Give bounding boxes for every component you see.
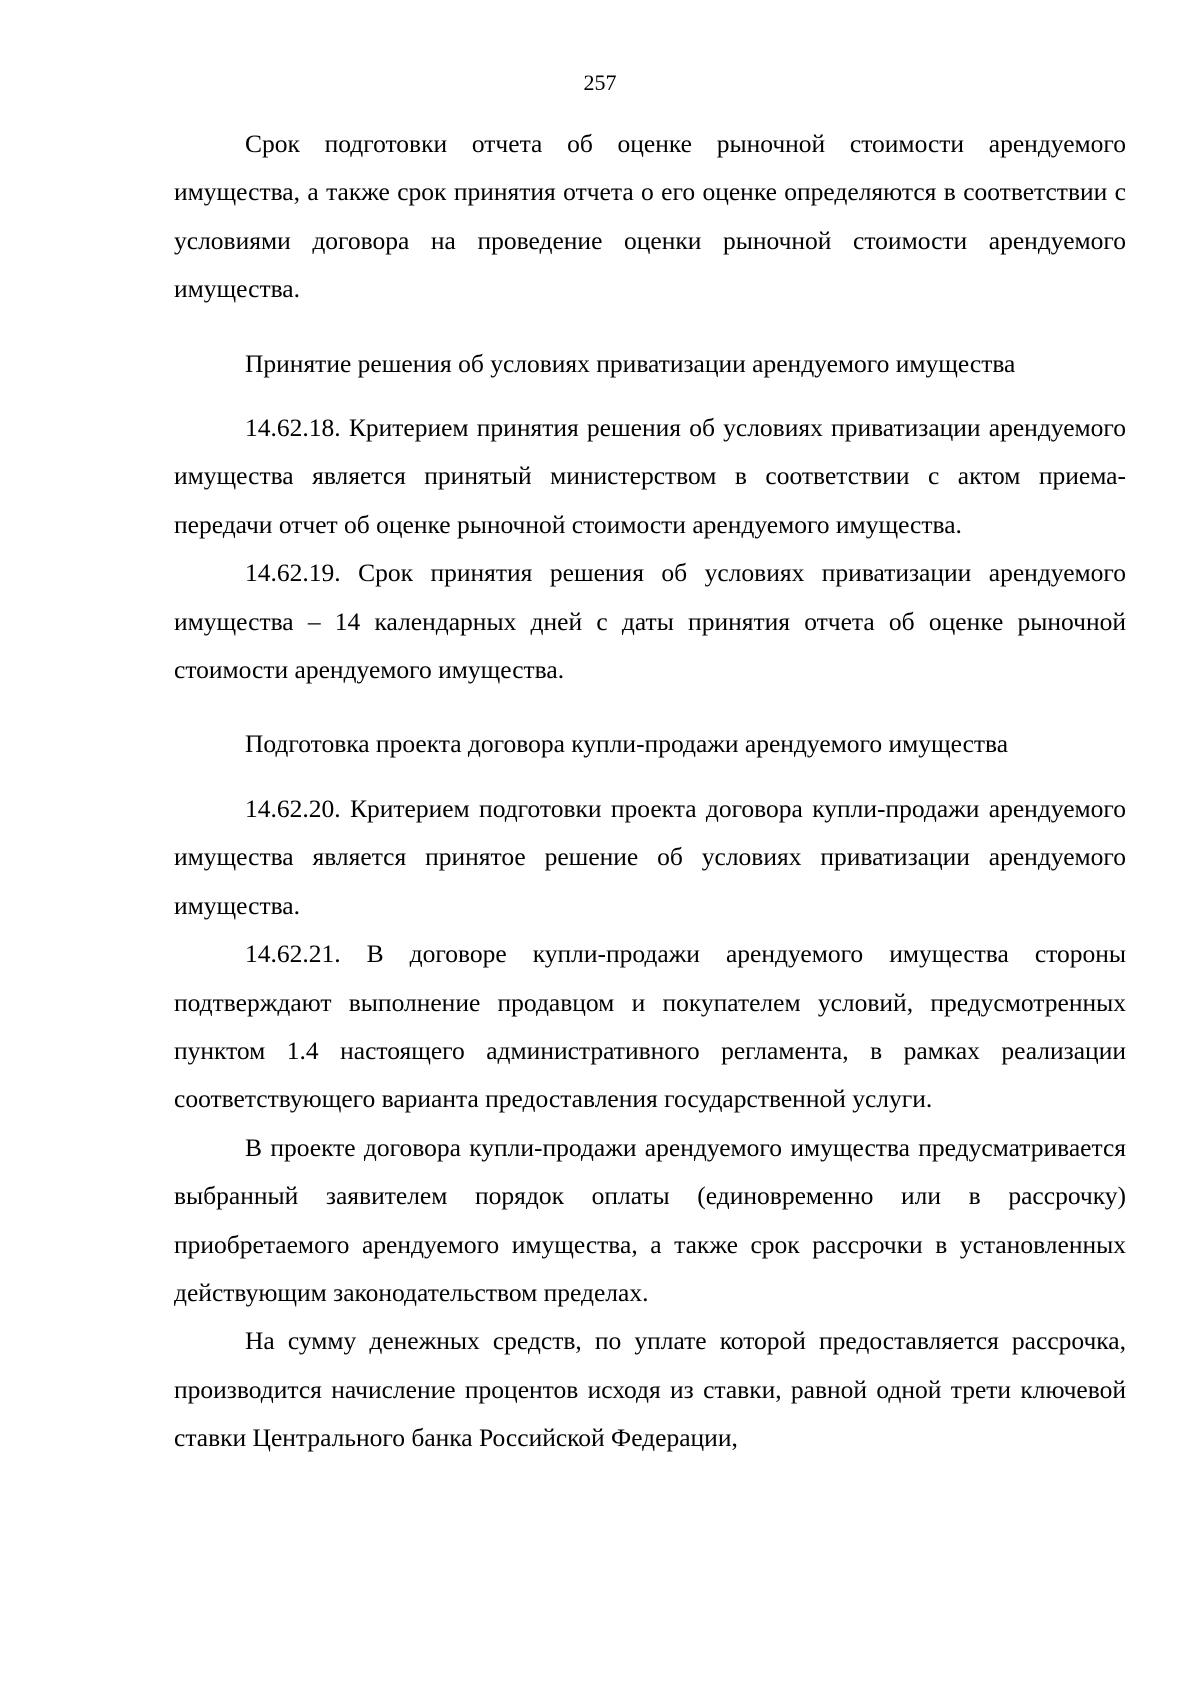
paragraph-14-62-21: 14.62.21. В договоре купли-продажи арендуемого имущества стороны подтверждают выполнение продавцом и покупателем условий, предусмотренных пунктом 1.4 настоящего административного регламента, в рамках реализации соответствующего варианта предоставления государственной услуги.: [174, 939, 1126, 1114]
section-heading-sale-contract-draft: Подготовка проекта договора купли-продажи арендуемого имущества: [245, 729, 1009, 759]
page-number: 257: [583, 70, 617, 95]
paragraph-14-62-19: 14.62.19. Срок принятия решения об условиях приватизации арендуемого имущества – 14 календарных дней с даты принятия отчета об оценке рыночной стоимости арендуемого имущества.: [174, 558, 1126, 685]
paragraph-payment-order: В проекте договора купли-продажи арендуемого имущества предусматривается выбранный заявителем порядок оплаты (единовременно или в рассрочку) приобретаемого арендуемого имущества, а также срок рассрочки в установленных действующим законодательством пределах.: [174, 1132, 1126, 1307]
paragraph-installment-interest: На сумму денежных средств, по уплате которой предоставляется рассрочка, производится начисление процентов исходя из ставки, равной одной трети ключевой ставки Центрального банка Российской Федерации,: [174, 1326, 1126, 1453]
document-body: [174, 120, 1126, 1463]
paragraph-assessment-report-deadline: Срок подготовки отчета об оценке рыночной стоимости арендуемого имущества, а также срок принятия отчета о его оценке определяются в соответствии с условиями договора на проведение оценки рыночной стоимости арендуемого имущества.: [174, 129, 1126, 304]
section-heading-privatization-decision: Принятие решения об условиях приватизации арендуемого имущества: [245, 348, 1016, 378]
paragraph-14-62-18: 14.62.18. Критерием принятия решения об условиях приватизации арендуемого имущества является принятый министерством в соответствии с актом приема-передачи отчет об оценке рыночной стоимости арендуемого имущества.: [174, 413, 1126, 539]
paragraph-14-62-20: 14.62.20. Критерием подготовки проекта договора купли-продажи арендуемого имущества является принятое решение об условиях приватизации арендуемого имущества.: [174, 793, 1126, 920]
